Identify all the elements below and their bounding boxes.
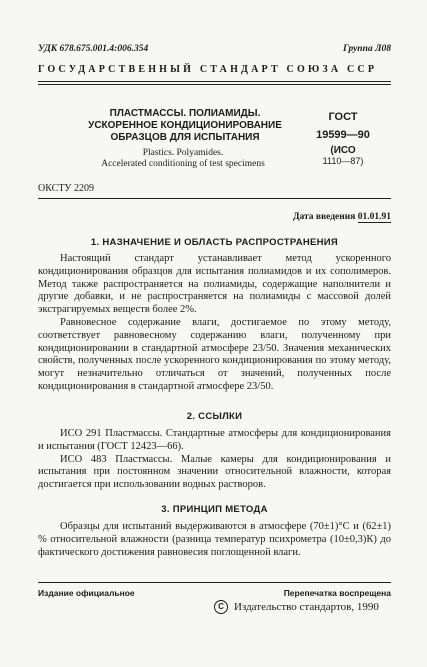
title-en-line: Accelerated conditioning of test specimens [101, 159, 265, 169]
copyright [214, 600, 379, 614]
title-rule [38, 198, 391, 199]
header-rule-1 [38, 81, 391, 82]
reprint-notice: Перепечатка воспрещена [283, 588, 391, 598]
header-rule-2 [38, 84, 391, 85]
iso-number: 1110—87) [322, 156, 364, 166]
date-label: Дата введения [292, 212, 356, 222]
section-heading: 3. ПРИНЦИП МЕТОДА [161, 504, 268, 515]
section-body [38, 253, 391, 394]
footer-rule [38, 582, 391, 583]
document-title-en [70, 148, 296, 170]
paragraph: Образцы для испытаний выдерживаются в атмосфере (70±1)°С и (62±1) % относительной влажности (разница температур психрометра (10±0,3)К) до фактического достижения равновесия поглощенной влаги. [38, 521, 391, 558]
udc-code: УДК 678.675.001.4:006.354 [38, 44, 149, 54]
header-row [38, 44, 391, 54]
document-title-ru [80, 108, 290, 144]
paragraph: ИСО 483 Пластмассы. Малые камеры для кондиционирования и испытания при постоянном значении относительной влажности, которая достигается при использовании водных растворов. [38, 453, 391, 491]
gost-block [300, 108, 386, 144]
gost-label: ГОСТ [328, 111, 358, 123]
title-ru-line: ОБРАЗЦОВ ДЛЯ ИСПЫТАНИЯ [110, 132, 260, 143]
okstu-code: ОКСТУ 2209 [38, 183, 95, 194]
iso-label: (ИСО [330, 145, 356, 156]
group-code: Группа Л08 [342, 44, 391, 54]
section-body [38, 428, 391, 492]
title-en-line: Plastics. Polyamides. [142, 148, 224, 158]
title-ru-line: ПЛАСТМАССЫ. ПОЛИАМИДЫ. [109, 108, 261, 119]
iso-block [300, 145, 386, 167]
paragraph: Равновесное содержание влаги, достигаемое по этому методу, соответствует равновесному содержанию влаги, полученному при кондиционировании в стандартной атмосфере 23/50. Значения механических свойств, полученных после ускоренного кондиционирования по этому методу, могут незначительно отличаться от значений, полученных после кондиционирования в стандартной атмосфере 23/50. [38, 316, 391, 392]
section-heading: 2. ССЫЛКИ [186, 411, 243, 422]
official-edition: Издание официальное [38, 588, 135, 598]
section-body [38, 521, 391, 559]
copyright-icon: С [214, 600, 228, 614]
section-heading: 1. НАЗНАЧЕНИЕ И ОБЛАСТЬ РАСПРОСТРАНЕНИЯ [90, 237, 339, 248]
copyright-text: Издательство стандартов, 1990 [234, 601, 379, 613]
title-ru-line: УСКОРЕННОЕ КОНДИЦИОНИРОВАНИЕ [88, 120, 282, 131]
paragraph: ИСО 291 Пластмассы. Стандартные атмосферы для кондиционирования и испытания (ГОСТ 12423—66). [38, 428, 391, 452]
gost-number: 19599—90 [316, 129, 370, 141]
date-value: 01.01.91 [357, 212, 391, 222]
standard-title: ГОСУДАРСТВЕННЫЙ СТАНДАРТ СОЮЗА ССР [38, 64, 378, 75]
effective-date [293, 212, 391, 222]
paragraph: Настоящий стандарт устанавливает метод ускоренного кондиционирования образцов для испытания полиамидов и их сополимеров. Метод также распространяется на полиамиды, содержащие наполнители и другие добавки, и не распространяется на полиамиды с массовой долей экстрагируемых веществ более 2%. [38, 253, 391, 316]
